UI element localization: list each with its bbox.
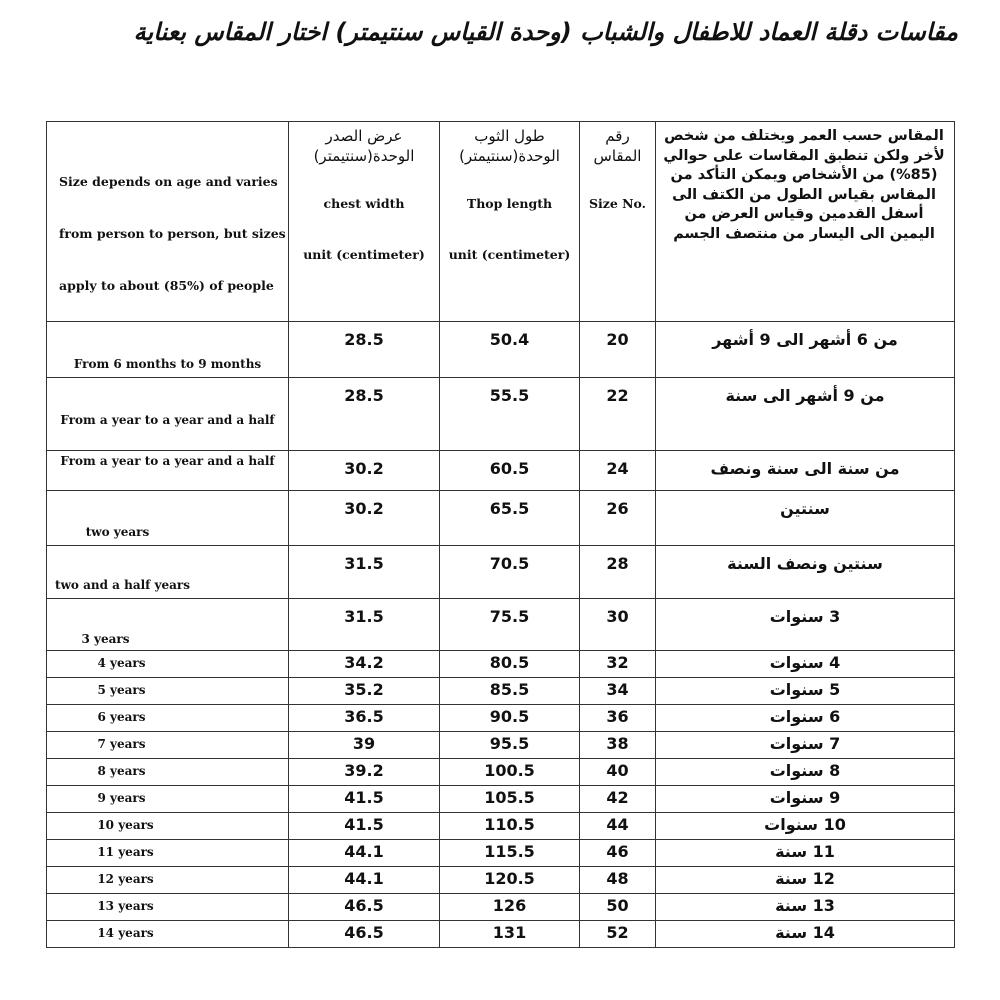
age-ar: 7 سنوات <box>769 734 841 753</box>
age-en-cell <box>47 322 289 378</box>
chest-cell <box>289 322 440 378</box>
age-ar: 4 سنوات <box>769 653 841 672</box>
size-value: 44 <box>606 815 629 834</box>
table-row <box>47 651 955 678</box>
table-row <box>47 759 955 786</box>
length-cell <box>440 599 580 651</box>
length-value: 105.5 <box>484 788 535 807</box>
age-en-cell <box>47 705 289 732</box>
length-value: 70.5 <box>489 554 530 573</box>
age-en: From a year to a year and a half <box>60 454 275 468</box>
chest-cell <box>289 840 440 867</box>
chest-value: 30.2 <box>344 459 384 478</box>
chest-value: 39 <box>352 734 376 753</box>
age-ar-cell <box>656 705 955 732</box>
age-en: 6 years <box>97 710 146 724</box>
age-ar: 10 سنوات <box>764 815 846 834</box>
chest-width-header-en: chest width <box>323 196 405 211</box>
english-note-line: apply to about (85%) of people <box>59 278 274 293</box>
size-value: 28 <box>606 554 629 573</box>
age-ar: من 9 أشهر الى سنة <box>725 386 885 405</box>
size-no-header-en: Size No. <box>588 196 647 211</box>
chest-value: 30.2 <box>344 499 384 518</box>
chest-cell <box>289 678 440 705</box>
chest-value: 28.5 <box>344 386 384 405</box>
chest-cell <box>289 451 440 491</box>
length-cell <box>440 651 580 678</box>
length-value: 95.5 <box>489 734 530 753</box>
english-note-cell <box>47 122 289 322</box>
table-row <box>47 599 955 651</box>
english-note-line: Size depends on age and varies <box>59 174 278 189</box>
table-row <box>47 894 955 921</box>
age-ar-cell <box>656 378 955 451</box>
size-value: 42 <box>606 788 629 807</box>
size-cell <box>580 921 656 948</box>
size-no-header-ar: رقم المقاس <box>593 127 642 165</box>
age-en: 8 years <box>97 764 146 778</box>
size-value: 36 <box>606 707 629 726</box>
length-value: 115.5 <box>484 842 535 861</box>
chest-cell <box>289 651 440 678</box>
size-value: 40 <box>606 761 629 780</box>
age-en-cell <box>47 840 289 867</box>
size-cell <box>580 322 656 378</box>
age-en-cell <box>47 546 289 599</box>
length-cell <box>440 705 580 732</box>
age-en-cell <box>47 378 289 451</box>
age-ar-cell <box>656 322 955 378</box>
english-note-line: from person to person, but sizes <box>59 226 286 241</box>
length-cell <box>440 678 580 705</box>
length-cell <box>440 894 580 921</box>
table-row <box>47 546 955 599</box>
age-ar-cell <box>656 786 955 813</box>
age-en: From 6 months to 9 months <box>73 357 262 371</box>
chest-value: 41.5 <box>344 788 384 807</box>
size-value: 50 <box>606 896 629 915</box>
age-ar-cell <box>656 759 955 786</box>
table-row <box>47 732 955 759</box>
size-value: 30 <box>606 607 629 626</box>
length-cell <box>440 378 580 451</box>
age-en: 14 years <box>97 926 154 940</box>
age-ar: من سنة الى سنة ونصف <box>710 459 900 478</box>
age-ar-cell <box>656 651 955 678</box>
chest-value: 36.5 <box>344 707 384 726</box>
size-value: 34 <box>606 680 629 699</box>
age-ar: 12 سنة <box>775 869 835 888</box>
size-value: 38 <box>606 734 629 753</box>
size-table <box>46 121 955 948</box>
chest-width-unit: unit (centimeter) <box>303 247 425 262</box>
size-cell <box>580 678 656 705</box>
size-cell <box>580 759 656 786</box>
chest-cell <box>289 894 440 921</box>
age-ar-cell <box>656 894 955 921</box>
size-cell <box>580 786 656 813</box>
page-title: مقاسات دقلة العماد للاطفال والشباب (وحدة القياس سنتيمتر) اختار المقاس بعناية <box>133 18 958 46</box>
age-ar: 8 سنوات <box>769 761 841 780</box>
age-ar-cell <box>656 546 955 599</box>
chest-cell <box>289 921 440 948</box>
length-value: 60.5 <box>489 459 530 478</box>
chest-cell <box>289 867 440 894</box>
length-value: 120.5 <box>484 869 535 888</box>
table-row <box>47 786 955 813</box>
length-cell <box>440 546 580 599</box>
size-value: 52 <box>606 923 629 942</box>
age-en-cell <box>47 759 289 786</box>
age-ar: 3 سنوات <box>769 607 841 626</box>
chest-cell <box>289 599 440 651</box>
age-en: 5 years <box>97 683 146 697</box>
size-cell <box>580 546 656 599</box>
chest-cell <box>289 759 440 786</box>
length-cell <box>440 759 580 786</box>
chest-value: 44.1 <box>344 842 384 861</box>
chest-value: 31.5 <box>344 607 384 626</box>
age-ar-cell <box>656 867 955 894</box>
age-en-cell <box>47 732 289 759</box>
size-cell <box>580 378 656 451</box>
age-en: two years <box>85 525 150 539</box>
chest-value: 39.2 <box>344 761 384 780</box>
length-value: 65.5 <box>489 499 530 518</box>
age-ar: 13 سنة <box>775 896 835 915</box>
length-cell <box>440 921 580 948</box>
table-row <box>47 322 955 378</box>
age-ar-cell <box>656 921 955 948</box>
chest-cell <box>289 813 440 840</box>
age-en: 3 years <box>81 632 130 646</box>
chest-cell <box>289 546 440 599</box>
age-ar: 11 سنة <box>775 842 835 861</box>
age-en: 12 years <box>97 872 154 886</box>
age-ar-cell <box>656 678 955 705</box>
thop-length-header <box>440 122 580 322</box>
size-value: 20 <box>606 330 629 349</box>
size-value: 48 <box>606 869 629 888</box>
length-value: 126 <box>492 896 527 915</box>
chest-cell <box>289 786 440 813</box>
size-cell <box>580 599 656 651</box>
age-en-cell <box>47 491 289 546</box>
age-en: 11 years <box>97 845 154 859</box>
thop-length-header-ar: طول الثوب الوحدة(سنتيمتر) <box>459 127 560 165</box>
chest-value: 28.5 <box>344 330 384 349</box>
chest-value: 46.5 <box>344 896 384 915</box>
age-ar: من 6 أشهر الى 9 أشهر <box>712 330 898 349</box>
age-en-cell <box>47 813 289 840</box>
chest-width-header <box>289 122 440 322</box>
arabic-note-cell <box>656 122 955 322</box>
length-value: 85.5 <box>489 680 530 699</box>
table-row <box>47 705 955 732</box>
age-en-cell <box>47 894 289 921</box>
chest-cell <box>289 491 440 546</box>
size-value: 22 <box>606 386 629 405</box>
age-ar: 5 سنوات <box>769 680 841 699</box>
chest-cell <box>289 705 440 732</box>
size-cell <box>580 813 656 840</box>
chest-cell <box>289 378 440 451</box>
age-en: two and a half years <box>55 578 190 592</box>
chest-value: 31.5 <box>344 554 384 573</box>
length-value: 90.5 <box>489 707 530 726</box>
age-en-cell <box>47 921 289 948</box>
chest-value: 46.5 <box>344 923 384 942</box>
age-ar: 14 سنة <box>775 923 835 942</box>
table-row <box>47 678 955 705</box>
age-ar-cell <box>656 840 955 867</box>
table-row <box>47 451 955 491</box>
length-value: 80.5 <box>489 653 530 672</box>
age-ar: سنتين ونصف السنة <box>727 554 883 573</box>
table-row <box>47 813 955 840</box>
age-en: 9 years <box>97 791 146 805</box>
table-row <box>47 867 955 894</box>
age-en-cell <box>47 786 289 813</box>
age-en-cell <box>47 599 289 651</box>
table-row <box>47 491 955 546</box>
length-cell <box>440 732 580 759</box>
size-value: 26 <box>606 499 629 518</box>
size-value: 24 <box>606 459 629 478</box>
age-ar-cell <box>656 451 955 491</box>
chest-value: 34.2 <box>344 653 384 672</box>
chest-value: 44.1 <box>344 869 384 888</box>
age-en: From a year to a year and a half <box>60 413 275 427</box>
arabic-note: المقاس حسب العمر ويختلف من شخص لأخر ولكن تنطبق المقاسات على حوالي (85%) من الأشخاص ويمكن التأكد من المقاس بقياس الطول من الكتف الى أسفل القدمين وقياس العرض من اليمين الى اليسار من منتصف الجسم <box>663 128 945 242</box>
length-value: 75.5 <box>489 607 530 626</box>
table-row <box>47 840 955 867</box>
age-ar-cell <box>656 491 955 546</box>
thop-length-unit: unit (centimeter) <box>448 247 571 262</box>
table-header-row <box>47 122 955 322</box>
age-ar-cell <box>656 599 955 651</box>
age-ar: سنتين <box>780 499 830 518</box>
table-row <box>47 921 955 948</box>
length-cell <box>440 451 580 491</box>
length-value: 100.5 <box>484 761 535 780</box>
age-en: 10 years <box>97 818 154 832</box>
age-ar: 9 سنوات <box>769 788 841 807</box>
age-en: 7 years <box>97 737 146 751</box>
size-value: 32 <box>606 653 629 672</box>
thop-length-header-en: Thop length <box>466 196 553 211</box>
length-cell <box>440 840 580 867</box>
size-cell <box>580 491 656 546</box>
chest-width-header-ar: عرض الصدر الوحدة(سنتيمتر) <box>313 127 415 165</box>
size-value: 46 <box>606 842 629 861</box>
age-en: 4 years <box>97 656 146 670</box>
age-ar: 6 سنوات <box>769 707 841 726</box>
age-en-cell <box>47 678 289 705</box>
age-en: 13 years <box>97 899 154 913</box>
age-en-cell <box>47 451 289 491</box>
age-en-cell <box>47 867 289 894</box>
age-ar-cell <box>656 813 955 840</box>
chest-value: 35.2 <box>344 680 384 699</box>
size-cell <box>580 867 656 894</box>
length-value: 131 <box>492 923 527 942</box>
length-value: 110.5 <box>484 815 535 834</box>
age-ar-cell <box>656 732 955 759</box>
size-cell <box>580 732 656 759</box>
chest-cell <box>289 732 440 759</box>
length-cell <box>440 813 580 840</box>
size-cell <box>580 894 656 921</box>
length-cell <box>440 867 580 894</box>
chest-value: 41.5 <box>344 815 384 834</box>
size-cell <box>580 705 656 732</box>
size-cell <box>580 840 656 867</box>
size-no-header <box>580 122 656 322</box>
length-cell <box>440 491 580 546</box>
age-en-cell <box>47 651 289 678</box>
length-value: 50.4 <box>489 330 530 349</box>
size-cell <box>580 651 656 678</box>
length-cell <box>440 322 580 378</box>
length-value: 55.5 <box>489 386 530 405</box>
length-cell <box>440 786 580 813</box>
table-row <box>47 378 955 451</box>
size-cell <box>580 451 656 491</box>
